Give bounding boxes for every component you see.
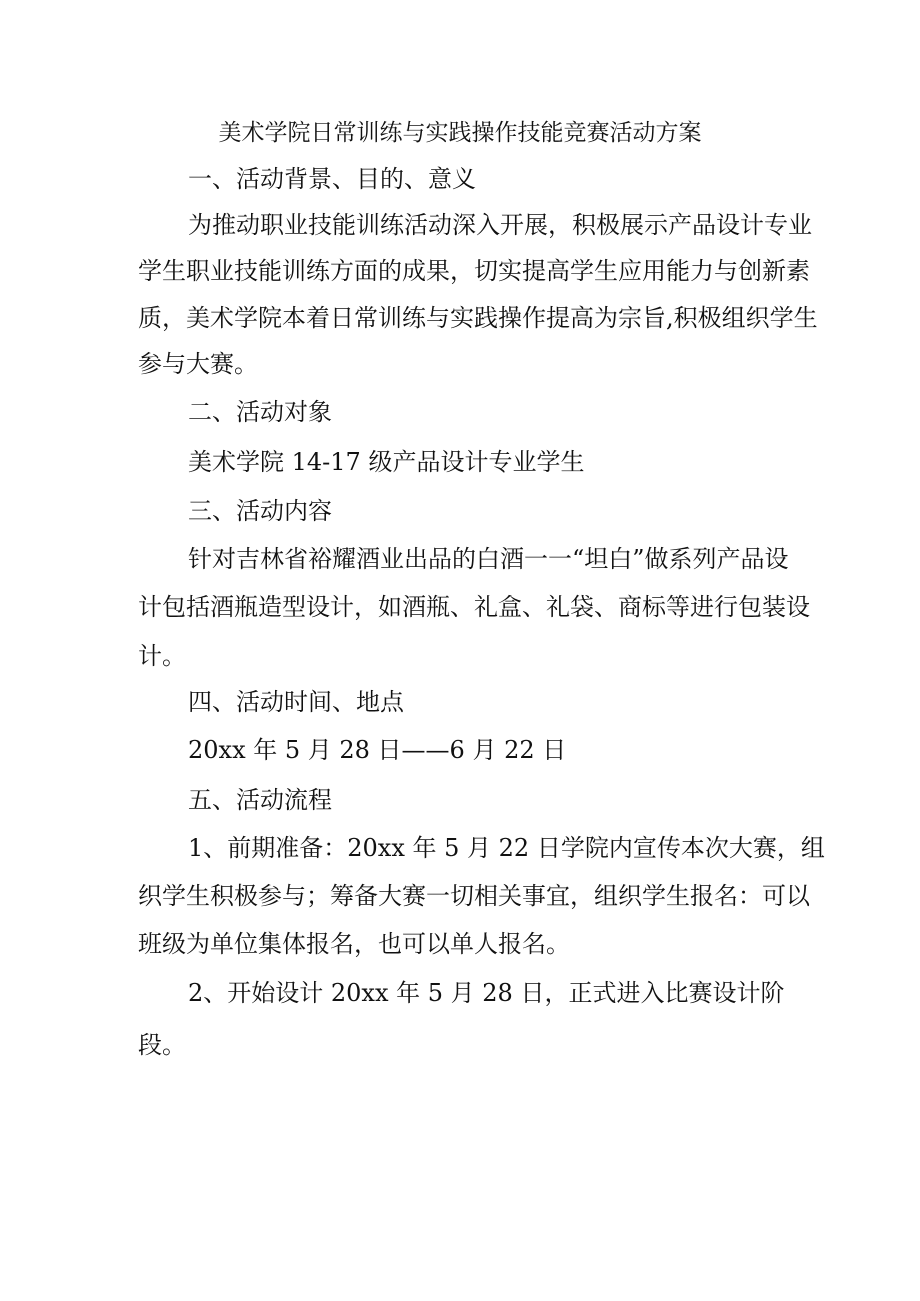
section-heading-process: 五、活动流程 [188, 786, 332, 814]
section-heading-target: 二、活动对象 [188, 398, 332, 426]
paragraph-line: 织学生积极参与；筹备大赛一切相关事宜，组织学生报名：可以 [138, 882, 810, 910]
paragraph-line: 质，美术学院本着日常训练与实践操作提高为宗旨,积极组织学生 [138, 304, 818, 332]
paragraph-line: 计包括酒瓶造型设计，如酒瓶、礼盒、礼袋、商标等进行包装设 [138, 593, 810, 621]
section-text-target: 美术学院 14-17 级产品设计专业学生 [188, 448, 585, 476]
document-title: 美术学院日常训练与实践操作技能竞赛活动方案 [218, 120, 702, 146]
paragraph-line: 2、开始设计 20xx 年 5 月 28 日，正式进入比赛设计阶 [188, 979, 785, 1007]
paragraph-line: 班级为单位集体报名，也可以单人报名。 [138, 930, 570, 958]
paragraph-line: 1、前期准备：20xx 年 5 月 22 日学院内宣传本次大赛，组 [188, 834, 825, 862]
section-heading-background: 一、活动背景、目的、意义 [188, 165, 476, 193]
section-heading-content: 三、活动内容 [188, 497, 332, 525]
paragraph-line: 参与大赛。 [138, 350, 258, 378]
paragraph-line: 针对吉林省裕耀酒业出品的白酒一一“坦白”做系列产品设 [188, 545, 789, 573]
section-heading-time-place: 四、活动时间、地点 [188, 688, 404, 716]
paragraph-line: 计。 [138, 642, 186, 670]
paragraph-line: 学生职业技能训练方面的成果，切实提高学生应用能力与创新素 [138, 257, 810, 285]
paragraph-line: 段。 [138, 1031, 186, 1059]
paragraph-line: 为推动职业技能训练活动深入开展，积极展示产品设计专业 [188, 211, 812, 239]
section-text-time: 20xx 年 5 月 28 日——6 月 22 日 [188, 736, 567, 764]
